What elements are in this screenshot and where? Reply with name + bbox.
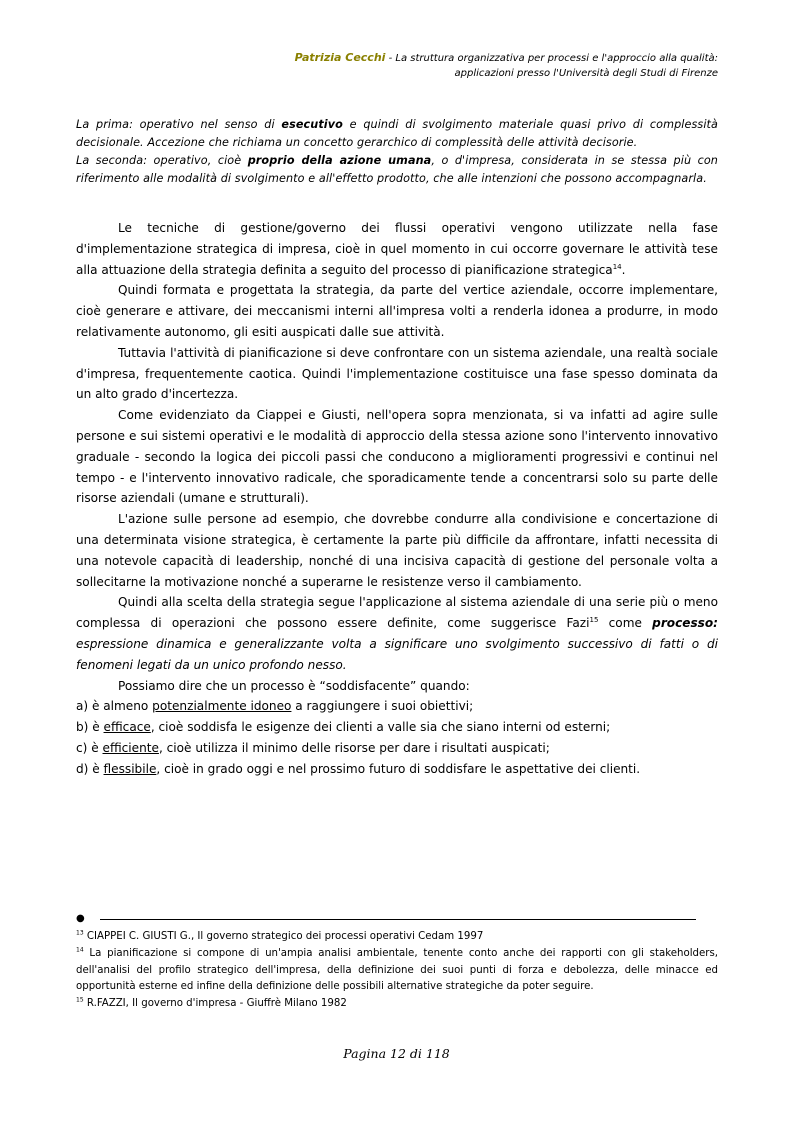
keyword-flessibile: flessibile	[103, 761, 157, 776]
list-item-b: b) è efficace, cioè soddisfa le esigenze dei clienti a valle sia che siano interni od esterni;	[76, 720, 611, 735]
body-paragraph-2: Quindi formata e progettata la strategia, da parte del vertice aziendale, occorre implementare, cioè generare e attivare, dei meccanismi interni all'impresa volti a renderla idonea a produrre, in modo relativamente autonomo, gli esiti auspicati dalle sue attività.	[76, 283, 718, 339]
bullet-icon: ●	[76, 913, 85, 924]
header-title-2: applicazioni presso l'Università degli Studi di Firenze	[454, 68, 718, 79]
body-text	[76, 218, 718, 780]
footnote-separator	[76, 912, 696, 924]
body-paragraph-3: Tuttavia l'attività di pianificazione si deve confrontare con un sistema aziendale, una realtà sociale d'impresa, frequentemente caotica. Quindi l'implementazione costituisce una fase spesso dominata da un alto grado d'incertezza.	[76, 345, 718, 402]
footnote-ref-15[interactable]: 15	[589, 616, 599, 625]
emphasis-processo: processo:	[652, 616, 718, 631]
header-title-1: - La struttura organizzativa per processi e l'approccio alla qualità:	[385, 53, 718, 64]
header-author: Patrizia Cecchi	[294, 51, 386, 64]
body-paragraph-7: Possiamo dire che un processo è “soddisfacente” quando:	[118, 678, 470, 693]
footnotes	[76, 929, 718, 1013]
keyword-efficace: efficace	[103, 720, 151, 735]
intro-paragraph-1: La prima: operativo nel senso di esecutivo e quindi di svolgimento materiale quasi privo di complessità decisionale. Accezione che richiama un concetto gerarchico di complessità delle attività decisorie.	[76, 118, 718, 149]
list-item-c: c) è efficiente, cioè utilizza il minimo delle risorse per dare i risultati auspicati;	[76, 740, 550, 755]
body-paragraph-1: Le tecniche di gestione/governo dei flussi operativi vengono utilizzate nella fase d'implementazione strategica di impresa, cioè in quel momento in cui occorre governare le attività tese alla attuazione della strategia definita a seguito del processo di pianificazione strategica$^{14}$.	[76, 221, 718, 277]
body-paragraph-4: Come evidenziato da Ciappei e Giusti, nell'opera sopra menzionata, si va infatti ad agire sulle persone e sui sistemi operativi e le modalità di approccio della stessa azione sono l'intervento innovativo graduale - secondo la logica dei piccoli passi che conducono a miglioramenti progressivi e continui nel tempo - e l'intervento innovativo radicale, che sporadicamente tende a concentrarsi solo su parte delle risorse aziendali (umane e strutturali).	[76, 408, 718, 506]
separator-line	[100, 919, 696, 920]
header-line-1	[158, 50, 718, 66]
body-paragraph-5: L'azione sulle persone ad esempio, che dovrebbe condurre alla condivisione e concertazione di una determinata visione strategica, è certamente la parte più difficile da affrontare, infatti necessita di una notevole capacità di leadership, nonché di una incisiva capacità di gestione del personale volta a sollecitarne la motivazione nonché a superarne le resistenze verso il cambiamento.	[76, 512, 718, 589]
keyword-potenzialmente-idoneo: potenzialmente idoneo	[152, 699, 292, 714]
body-paragraph-6: Quindi alla scelta della strategia segue l'applicazione al sistema aziendale di una serie più o meno complessa di operazioni che possono essere definite, come suggerisce Fazi$^{15}$ come processo: espressione dinamica e generalizzante volta a significare uno svolgimento successivo di fatti o di fenomeni legati da un unico profondo nesso.	[76, 595, 718, 672]
list-item-a: a) è almeno potenzialmente idoneo a raggiungere i suoi obiettivi;	[76, 699, 474, 714]
intro-paragraph-2: La seconda: operativo, cioè proprio della azione umana, o d'impresa, considerata in se stessa più con riferimento alle modalità di svolgimento e all'effetto prodotto, che alle intenzioni che possono accompagnarla.	[76, 154, 718, 185]
footnote-15: $^{15}$ R.FAZZI, Il governo d'impresa - Giuffrè Milano 1982	[76, 996, 347, 1010]
page-number: Pagina 12 di 118	[343, 1046, 450, 1061]
footnote-13: $^{13}$ CIAPPEI C. GIUSTI G., Il governo strategico dei processi operativi Cedam 1997	[76, 929, 484, 942]
emphasis-esecutivo: esecutivo	[281, 118, 343, 131]
footnote-ref-14[interactable]: 14	[612, 262, 622, 271]
keyword-efficiente: efficiente	[102, 740, 159, 755]
running-header	[158, 50, 718, 81]
list-item-d: d) è flessibile, cioè in grado oggi e nel prossimo futuro di soddisfare le aspettative dei clienti.	[76, 761, 641, 776]
emphasis-azione-umana: proprio della azione umana	[247, 154, 432, 167]
footnote-14: $^{14}$ La pianificazione si compone di un'ampia analisi ambientale, tenente conto anche dei rapporti con gli stakeholders, dell'analisi del profilo strategico dell'impresa, della definizione dei suoi punti di forza e debolezza, delle minacce ed opportunità esterne ed infine della definizione delle possibili alternative strategiche da poter seguire.	[76, 946, 718, 993]
intro-italic-block	[76, 116, 718, 188]
